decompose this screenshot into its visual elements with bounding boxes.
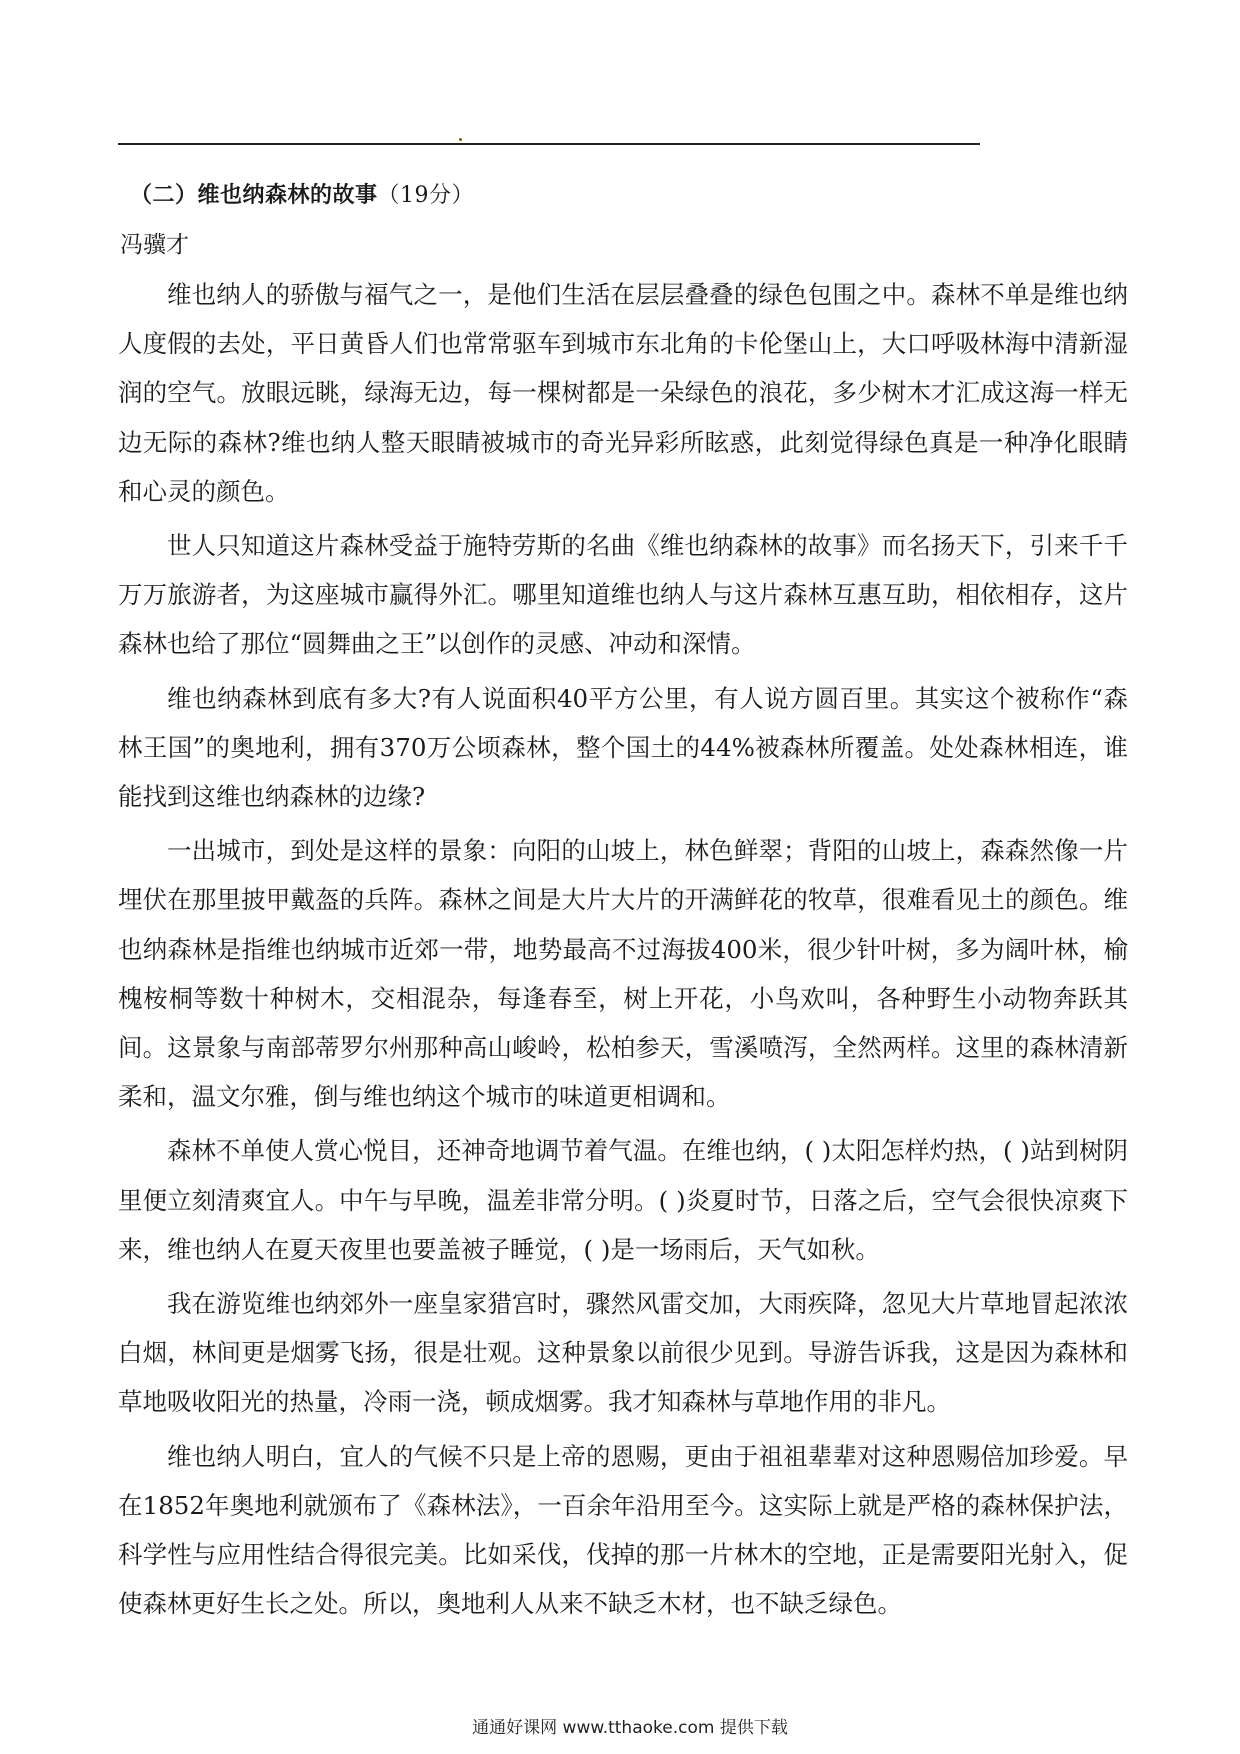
section-title xyxy=(130,178,474,209)
paragraph: 维也纳人明白，宜人的气候不只是上帝的恩赐，更由于祖祖辈辈对这种恩赐倍加珍爱。早在1852年奥地利就颁布了《森林法》，一百余年沿用至今。这实际上就是严格的森林保护法，科学性与应用性结合得很完美。比如采伐，伐掉的那一片林木的空地，正是需要阳光射入，促使森林更好生长之处。所以，奥地利人从来不缺乏木材，也不缺乏绿色。 xyxy=(118,1441,1128,1619)
page-footer: 通通好课网 www.tthaoke.com 提供下载 xyxy=(472,1718,788,1738)
stray-dot xyxy=(459,138,462,141)
section-score: （19分） xyxy=(377,183,475,208)
paragraph: 一出城市，到处是这样的景象：向阳的山坡上，林色鲜翠；背阳的山坡上，森森然像一片埋伏在那里披甲戴盔的兵阵。森林之间是大片大片的开满鲜花的牧草，很难看见土的颜色。维也纳森林是指维也纳城市近郊一带，地势最高不过海拔400米，很少针叶树，多为阔叶林，榆槐桉桐等数十种树木，交相混杂，每逢春至，树上开花，小鸟欢叫，各种野生小动物奔跃其间。这景象与南部蒂罗尔州那种高山峻岭，松柏参天，雪溪喷泻，全然两样。这里的森林清新柔和，温文尔雅，倒与维也纳这个城市的味道更相调和。 xyxy=(118,836,1128,1112)
paragraph: 世人只知道这片森林受益于施特劳斯的名曲《维也纳森林的故事》而名扬天下，引来千千万万旅游者，为这座城市赢得外汇。哪里知道维也纳人与这片森林互惠互助，相依相存，这片森林也给了那位“圆舞曲之王”以创作的灵感、冲动和深情。 xyxy=(118,531,1128,659)
article-body xyxy=(118,270,1128,1633)
paragraph: 维也纳森林到底有多大?有人说面积40平方公里，有人说方圆百里。其实这个被称作“森林王国”的奥地利，拥有370万公顷森林，整个国土的44%被森林所覆盖。处处森林相连，谁能找到这维也纳森林的边缘? xyxy=(118,683,1128,812)
paragraph: 我在游览维也纳郊外一座皇家猎宫时，骤然风雷交加，大雨疾降，忽见大片草地冒起浓浓白烟，林间更是烟雾飞扬，很是壮观。这种景象以前很少见到。导游告诉我，这是因为森林和草地吸收阳光的热量，冷雨一浇，顿成烟雾。我才知森林与草地作用的非凡。 xyxy=(118,1289,1128,1417)
section-title-text: （二）维也纳森林的故事 xyxy=(130,182,378,208)
paragraph: 维也纳人的骄傲与福气之一，是他们生活在层层叠叠的绿色包围之中。森林不单是维也纳人度假的去处，平日黄昏人们也常常驱车到城市东北角的卡伦堡山上，大口呼吸林海中清新湿润的空气。放眼远眺，绿海无边，每一棵树都是一朵绿色的浪花，多少树木才汇成这海一样无边无际的森林?维也纳人整天眼睛被城市的奇光异彩所眩惑，此刻觉得绿色真是一种净化眼睛和心灵的颜色。 xyxy=(118,280,1128,506)
paragraph-with-blanks: 森林不单使人赏心悦目，还神奇地调节着气温。在维也纳，( )太阳怎样灼热，( )站到树阴里便立刻清爽宜人。中午与早晚，温差非常分明。( )炎夏时节，日落之后，空气会很快凉爽下来，维也纳人在夏天夜里也要盖被子睡觉，( )是一场雨后，天气如秋。 xyxy=(118,1136,1128,1264)
author-name: 冯骥才 xyxy=(120,232,189,258)
header-rule xyxy=(118,143,980,145)
